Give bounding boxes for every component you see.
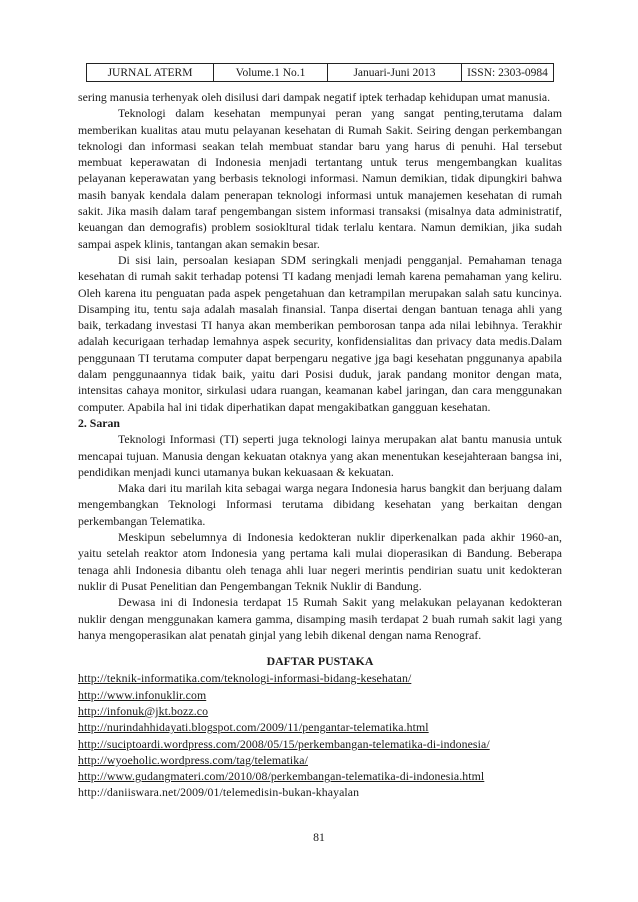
page-number: 81	[313, 830, 325, 844]
reference-link[interactable]: http://wyoeholic.wordpress.com/tag/telematika/	[78, 752, 308, 767]
saran-paragraph: Meskipun sebelumnya di Indonesia kedokteran nuklir diperkenalkan pada akhir 1960-an, yaitu setelah reaktor atom Indonesia yang pertama kali mulai dioperasikan di Bandung. Beberapa tenaga ahli Indonesia dibantu oleh tenaga ahli luar negeri merintis pendirian suatu unit kedokteran nuklir di Pusat Penelitian dan Pengembangan Teknik Nuklir di Bandung.	[78, 530, 562, 593]
article-body	[78, 89, 562, 801]
references-list	[78, 670, 562, 800]
journal-period: Januari-Juni 2013	[328, 64, 462, 81]
reference-link[interactable]: http://www.infonuklir.com	[78, 687, 207, 702]
journal-volume: Volume.1 No.1	[214, 64, 328, 81]
journal-name: JURNAL ATERM	[87, 64, 214, 81]
journal-issn: ISSN: 2303-0984	[467, 66, 548, 79]
reference-link[interactable]: http://suciptoardi.wordpress.com/2008/05/15/perkembangan-telematika-di-indonesia/	[78, 736, 490, 751]
saran-paragraph: Dewasa ini di Indonesia terdapat 15 Rumah Sakit yang melakukan pelayanan kedokteran nuklir dengan menggunakan kamera gamma, disamping masih terdapat 2 buah rumah sakit lagi yang hanya mengoperasikan alat penatah ginjal yang lebih dikenal dengan nama Renograf.	[78, 595, 562, 642]
reference-link[interactable]: http://www.gudangmateri.com/2010/08/perkembangan-telematika-di-indonesia.html	[78, 769, 485, 784]
reference-link[interactable]: http://teknik-informatika.com/teknologi-informasi-bidang-kesehatan/	[78, 671, 412, 686]
reference-link[interactable]: http://nurindahhidayati.blogspot.com/2009/11/pengantar-telematika.html	[78, 720, 429, 735]
section-heading-saran: 2. Saran	[78, 415, 120, 430]
paragraph-continuation: sering manusia terhenyak oleh disilusi dari dampak negatif iptek terhadap kehidupan umat manusia.	[78, 90, 551, 104]
reference-link[interactable]: http://infonuk@jkt.bozz.co	[78, 703, 209, 718]
reference-text: http://daniiswara.net/2009/01/telemedisin-bukan-khayalan	[78, 785, 360, 800]
paragraph-sdm-readiness: Di sisi lain, persoalan kesiapan SDM seringkali menjadi pengganjal. Pemahaman tenaga kesehatan di rumah sakit terhadap potensi TI kadang menjadi lemah karena pemahaman yang keliru. Oleh karena itu penguatan pada aspek pengetahuan dan ketrampilan merupakan salah satu kuncinya. Disamping itu, tentu saja adalah masalah finansial. Tanpa disertai dengan bantuan tenaga ahli yang baik, terkadang investasi TI hanya akan memberikan pemborosan tanpa ada nilai lebihnya. Terakhir adalah kecurigaan terhadap lemahnya aspek security, konfidensialitas dan privacy data medis.Dalam penggunaan TI terutama computer dapat berpengaru negative jga bagi kesehatan pnggunanya apabila dalam penggunaannya tidak baik, yaitu dari Posisi duduk, jarak pandang monitor dengan mata, intensitas cahaya monitor, sirkulasi udara ruangan, keamanan kabel jaringan, dan cara menggunakan computer. Apabila hal ini tidak diperhatikan dapat mengakibatkan gangguan kesehatan.	[78, 252, 562, 414]
journal-header	[86, 63, 554, 82]
references-title: DAFTAR PUSTAKA	[266, 654, 374, 669]
saran-paragraph: Maka dari itu marilah kita sebagai warga negara Indonesia harus bangkit dan berjuang dalam mengembangkan Teknologi Informasi terutama dibidang kesehatan yang berkaitan dengan perkembangan Telematika.	[78, 481, 562, 528]
saran-paragraph: Teknologi Informasi (TI) seperti juga teknologi lainya merupakan alat bantu manusia untuk mencapai tujuan. Manusia dengan kekuatan otaknya yang akan menentukan kesejahteraan bangsa ini, pendidikan menjadi kunci utamanya bukan kekuasaan & kekuatan.	[78, 432, 562, 479]
paragraph-technology-health: Teknologi dalam kesehatan mempunyai peran yang sangat penting,terutama dalam memberikan kualitas atau mutu pelayanan kesehatan di Rumah Sakit. Seiring dengan perkembangan teknologi dan informasi seakan telah membuat standar baru yang harus di penuhi. Hal tersebut membuat keperawatan di Indonesia menjadi tertantang untuk terus mengembangkan kualitas pelayanan keperawatan yang berbasis teknologi informasi. Namun demikian, tidak dipungkiri bahwa masih banyak kendala dalam penerapan teknologi informasi untuk manajemen kesehatan di rumah sakit. Jika masih dalam taraf pengembangan sistem informasi transaksi (misalnya data administratif, keuangan dan demografis) problem sosiokltural tidak terlalu kentara. Namun demikian, jika sudah sampai aspek klinis, tantangan akan semakin besar.	[78, 106, 562, 251]
